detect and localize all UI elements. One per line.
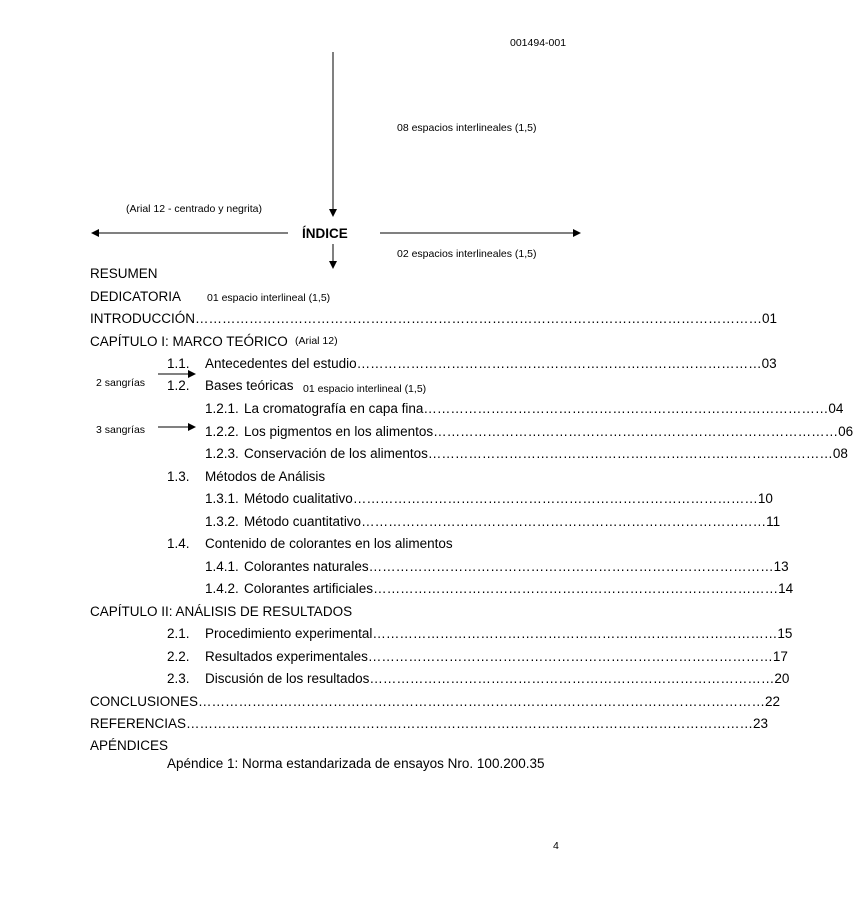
toc-cap2: CAPÍTULO II: ANÁLISIS DE RESULTADOS (90, 604, 353, 619)
annotation-font-note: (Arial 12 - centrado y negrita) (126, 203, 262, 215)
toc-s11: Antecedentes del estudio ……………………………………………………………………………… 03 (205, 356, 777, 371)
toc-introduccion: INTRODUCCIÓN ……………………………………………………………………………………………………………… 01 (90, 311, 778, 326)
toc-s142-page: 14 (778, 581, 794, 596)
toc-s22: Resultados experimentales ……………………………………………………………………………… 17 (205, 649, 788, 664)
toc-s132-num: 1.3.2. (205, 514, 239, 529)
toc-s123-label: Conservación de los alimentos (244, 446, 428, 461)
toc-s122: Los pigmentos en los alimentos ……………………………………………………………………………… 06 (244, 424, 853, 439)
toc-conclusiones-page: 22 (765, 694, 781, 709)
toc-s13-label: Métodos de Análisis (205, 469, 326, 484)
toc-s123-page: 08 (832, 446, 848, 461)
toc-s121-num: 1.2.1. (205, 401, 239, 416)
page-title: ÍNDICE (302, 226, 348, 241)
toc-referencias: REFERENCIAS ……………………………………………………………………………………………………………… 23 (90, 716, 769, 731)
toc-s122-page: 06 (838, 424, 853, 439)
toc-s14-num: 1.4. (167, 536, 190, 551)
toc-s22-label: Resultados experimentales (205, 649, 368, 664)
toc-s22-num: 2.2. (167, 649, 190, 664)
toc-s142-num: 1.4.2. (205, 581, 239, 596)
page-number: 4 (553, 840, 559, 852)
toc-s23-page: 20 (774, 671, 790, 686)
toc-s22-page: 17 (772, 649, 788, 664)
toc-s12-label: Bases teóricas (205, 378, 294, 393)
toc-apendices: APÉNDICES (90, 738, 169, 753)
toc-s141-label: Colorantes naturales (244, 559, 369, 574)
toc-conclusiones-label: CONCLUSIONES (90, 694, 199, 709)
toc-s141: Colorantes naturales ……………………………………………………………………………… 13 (244, 559, 789, 574)
toc-s141-page: 13 (773, 559, 789, 574)
toc-s142: Colorantes artificiales ……………………………………………………………………………… 14 (244, 581, 794, 596)
toc-s122-label: Los pigmentos en los alimentos (244, 424, 434, 439)
toc-s123-num: 1.2.3. (205, 446, 239, 461)
toc-s131-label: Método cualitativo (244, 491, 353, 506)
toc-s121-label: La cromatografía en capa fina (244, 401, 424, 416)
annotation-font-chapter: (Arial 12) (295, 335, 338, 347)
toc-introduccion-label: INTRODUCCIÓN (90, 311, 195, 326)
annotation-two-indents: 2 sangrías (96, 377, 146, 389)
toc-resumen: RESUMEN (90, 266, 158, 281)
toc-introduccion-page: 01 (762, 311, 778, 326)
toc-s13-num: 1.3. (167, 469, 190, 484)
toc-s21-num: 2.1. (167, 626, 190, 641)
toc-s123: Conservación de los alimentos ……………………………………………………………………………… 08 (244, 446, 848, 461)
toc-s11-num: 1.1. (167, 356, 190, 371)
toc-s131: Método cualitativo ……………………………………………………………………………… 10 (244, 491, 773, 506)
toc-conclusiones: CONCLUSIONES ……………………………………………………………………………………………………………… 22 (90, 694, 781, 709)
toc-s122-num: 1.2.2. (205, 424, 239, 439)
toc-s141-num: 1.4.1. (205, 559, 239, 574)
toc-s23-num: 2.3. (167, 671, 190, 686)
toc-s131-num: 1.3.1. (205, 491, 239, 506)
toc-s14-label: Contenido de colorantes en los alimentos (205, 536, 453, 551)
toc-dedicatoria: DEDICATORIA (90, 289, 182, 304)
toc-referencias-page: 23 (753, 716, 769, 731)
toc-s132: Método cuantitativo ……………………………………………………………………………… 11 (244, 514, 781, 529)
annotation-spacing-after-title: 02 espacios interlineales (1,5) (397, 248, 537, 260)
toc-s131-page: 10 (757, 491, 773, 506)
toc-s132-page: 11 (766, 514, 781, 529)
toc-s23: Discusión de los resultados ……………………………………………………………………………… 20 (205, 671, 790, 686)
toc-cap1: CAPÍTULO I: MARCO TEÓRICO (90, 334, 288, 349)
annotation-three-indents: 3 sangrías (96, 424, 146, 436)
annotation-spacing-bases: 01 espacio interlineal (1,5) (303, 383, 427, 395)
toc-s142-label: Colorantes artificiales (244, 581, 374, 596)
doc-code: 001494-001 (510, 37, 567, 49)
toc-s11-page: 03 (761, 356, 777, 371)
annotation-spacing-dedicatoria: 01 espacio interlineal (1,5) (207, 292, 331, 304)
toc-referencias-label: REFERENCIAS (90, 716, 187, 731)
toc-apendice-1: Apéndice 1: Norma estandarizada de ensayos Nro. 100.200.35 (167, 756, 545, 771)
annotation-spacing-top: 08 espacios interlineales (1,5) (397, 122, 537, 134)
toc-s21: Procedimiento experimental ……………………………………………………………………………… 15 (205, 626, 793, 641)
toc-s11-label: Antecedentes del estudio (205, 356, 357, 371)
toc-s121-page: 04 (828, 401, 844, 416)
toc-s21-label: Procedimiento experimental (205, 626, 373, 641)
toc-s21-page: 15 (777, 626, 793, 641)
toc-s12-num: 1.2. (167, 378, 190, 393)
toc-s121: La cromatografía en capa fina ……………………………………………………………………………… 04 (244, 401, 844, 416)
toc-s132-label: Método cuantitativo (244, 514, 362, 529)
toc-s23-label: Discusión de los resultados (205, 671, 370, 686)
